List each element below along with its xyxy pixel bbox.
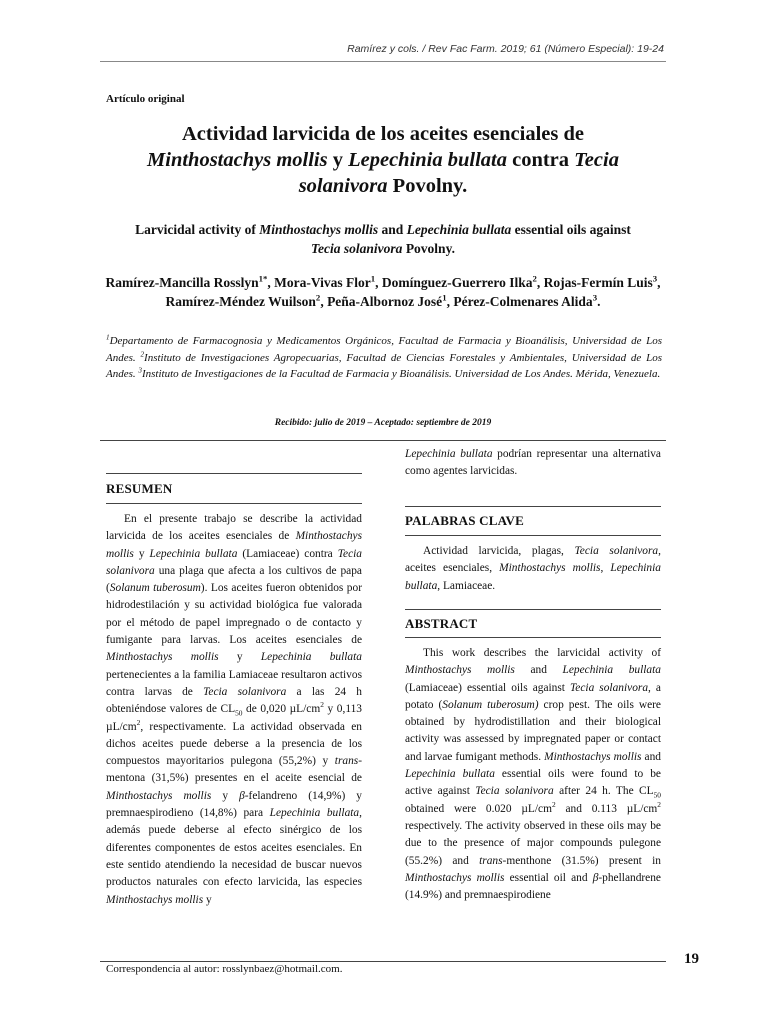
author: Domínguez-Guerrero Ilka [381, 275, 533, 290]
superscript: 2 [136, 717, 141, 727]
text: Actividad larvicida, plagas, [423, 545, 575, 557]
text: podrían representar una alternativa como agentes larvicidas. [405, 448, 661, 478]
palabras-heading: PALABRAS CLAVE [405, 513, 524, 528]
species: Lepechinia bullata [405, 768, 495, 781]
text: obtained were 0.020 µL/cm [405, 802, 552, 815]
resumen-rule-bottom [106, 503, 362, 504]
text: pertenecientes a la familia Lamiaceae resultaron activos contra larvas de [106, 668, 362, 698]
text: una plaga que afecta a los cultivos de papa ( [106, 564, 362, 595]
superscript: 2 [657, 799, 661, 809]
header-rule [100, 61, 666, 62]
text: y [218, 651, 261, 664]
en-title-species-2: Lepechinia bullata [406, 222, 512, 237]
title-species-3b: solanivora [298, 175, 388, 197]
species: Tecia solanivora [574, 545, 659, 557]
title-species-2: Lepechinia bullata [348, 149, 507, 171]
text: and 0.113 µL/cm [555, 802, 658, 815]
species: Tecia solanivora [475, 785, 554, 798]
article-type: Artículo original [106, 93, 185, 105]
en-title-species-3: Tecia solanivora [311, 241, 403, 256]
author: Ramírez-Méndez Wuilson [165, 294, 316, 309]
species: Minthostachys mollis [405, 871, 505, 884]
title-species-3a: Tecia [574, 149, 619, 171]
text: -phellandrene (14.9%) and premnaespirodiene [405, 871, 661, 902]
text: -mentona (31,5%) presentes en el aceite esencial de [106, 755, 362, 785]
italic: β [239, 789, 245, 802]
text: , [600, 562, 611, 575]
species: Minthostachys mollis [106, 893, 204, 906]
author: Ramírez-Mancilla Rosslyn [105, 275, 259, 290]
subscript: 50 [653, 790, 661, 800]
author-aff: 1* [258, 273, 268, 284]
species: Tecia solanivora [106, 547, 362, 577]
title-author: Povolny. [387, 175, 468, 197]
palabras-rule-top [405, 506, 661, 507]
species: Lepechinia bullata [562, 664, 661, 677]
title-line-1: Actividad larvicida de los aceites esenciales de [182, 123, 584, 145]
aff-mark: 2 [140, 349, 145, 358]
text: ). Los aceites fueron obtenidos por hidrodestilación y su actividad biológica fue valorada por el método de papel impregnado o de contacto y fumigante para larvas. Los aceites esenciales de [106, 582, 362, 647]
author-aff: 1 [442, 292, 447, 303]
title-conj: y [327, 149, 349, 171]
author-aff: 1 [370, 273, 376, 284]
italic: β [592, 871, 599, 884]
text: (Lamiaceae) contra [237, 547, 338, 560]
text: , aceites esenciales, [405, 545, 661, 575]
correspondence-note: Correspondencia al autor: rosslynbaez@hotmail.com. [106, 963, 343, 975]
author-aff: 2 [532, 273, 537, 284]
text: (Lamiaceae) essential oils against [405, 681, 570, 694]
text: and [514, 664, 563, 677]
text: This work describes the larvicidal activity of [423, 647, 661, 659]
species: Lepechinia bullata [149, 547, 238, 560]
article-title [100, 121, 666, 199]
text: y [211, 789, 240, 802]
species: Tecia solanivora [570, 681, 649, 694]
author: Rojas-Fermín Luis [543, 275, 653, 290]
text: , además puede deberse al efecto sinérgico de los diferentes componentes de estos aceites esenciales. En este sentido atendiendo la necesidad de buscar nuevos productos naturales con efecto larvicida, las especies [106, 807, 362, 889]
species: Minthostachys mollis [405, 664, 515, 677]
text: En el presente trabajo se describe la actividad larvicida de los aceites esenciales de [106, 513, 362, 543]
species: Tecia solanivora [203, 685, 287, 698]
subscript: 50 [235, 708, 243, 718]
affiliation-2: Instituto de Investigaciones Agropecuarias, Facultad de Ciencias Forestales y Ambientales, Universidad de Los Andes. [106, 351, 663, 380]
species: Lepechinia bullata [269, 807, 360, 820]
species: Lepechinia bullata [405, 562, 661, 592]
palabras-body [405, 543, 661, 595]
species: Solanum tuberosum) [442, 698, 539, 711]
abstract-rule-bottom [405, 637, 661, 638]
resumen-body [106, 511, 362, 909]
species: Minthostachys mollis [106, 789, 212, 802]
footer-rule [100, 961, 666, 962]
text: -felandreno (14,9%) y premnaespirodieno (14,8%) para [106, 789, 362, 820]
species: Minthostachys mollis [544, 750, 642, 763]
text: y 0,113 µL/cm [106, 703, 362, 733]
palabras-rule-bottom [405, 535, 661, 536]
resumen-continued [405, 446, 661, 481]
text: essential oil and [504, 871, 593, 884]
running-header: Ramírez y cols. / Rev Fac Farm. 2019; 61 (Número Especial): 19-24 [347, 43, 664, 55]
species: Lepechinia bullata [405, 448, 493, 460]
text: y [203, 893, 212, 906]
resumen-rule-top [106, 473, 362, 474]
text: , Lamiaceae. [437, 579, 496, 592]
abstract-rule-top [405, 609, 661, 610]
received-dates: Recibido: julio de 2019 – Aceptado: septiembre de 2019 [274, 418, 492, 428]
author: Pérez-Colmenares Alida [453, 294, 593, 309]
text: crop pest. The oils were obtained by hydrodistillation and their biological activity was assessed by impregnated paper or contact and larvae fumigant methods. [405, 698, 661, 763]
superscript: 2 [320, 700, 324, 710]
aff-mark: 1 [106, 333, 110, 342]
text: y [133, 547, 150, 560]
species: Solanum tuberosum [109, 582, 201, 595]
species: Minthostachys mollis [106, 651, 219, 664]
species: Minthostachys mollis [499, 562, 601, 575]
page-number: 19 [684, 951, 699, 967]
en-title-and: and [378, 222, 407, 237]
text: , respectivamente. La actividad observada en dichos aceites puede deberse a la presencia de los compuestos mayoritarios pulegona (55,2%) y [106, 720, 362, 768]
en-title-species-1: Minthostachys mollis [259, 222, 379, 237]
author: Mora-Vivas Flor [274, 275, 371, 290]
abstract-body [405, 645, 661, 904]
italic: trans [479, 854, 503, 867]
section-rule [100, 440, 666, 441]
title-contra: contra [506, 149, 575, 171]
aff-mark: 3 [138, 366, 142, 375]
text: after 24 h. The CL [553, 785, 654, 798]
author-aff: 3 [652, 273, 658, 284]
english-title [100, 220, 666, 258]
title-species-1: Minthostachys mollis [147, 149, 328, 171]
affiliation-1: Departamento de Farmacognosia y Medicamentos Orgánicos, Facultad de Farmacia y Bioanálisis, Universidad de Los Andes. [106, 335, 662, 364]
text: , a potato ( [405, 681, 661, 711]
resumen-heading: RESUMEN [106, 481, 173, 496]
text: -menthone (31.5%) present in [502, 854, 662, 867]
italic: trans [334, 755, 359, 768]
text: and [641, 750, 661, 763]
text: a las 24 h obteniéndose valores de CL [106, 685, 363, 716]
species: Lepechinia bullata [260, 651, 362, 664]
author-aff: 2 [315, 292, 321, 303]
affiliations [106, 333, 662, 383]
author: Peña-Albornoz José [327, 294, 443, 309]
text: respectively. The activity observed in these oils may be due to the presence of major compounds pulegone (55.2%) and [405, 819, 661, 867]
author-list: Ramírez-Mancilla Rosslyn$^{1*}$, Mora-Vivas Flor$^1$, Domínguez-Guerrero Ilka$^2$, Rojas-Fermín Luis$^3$, Ramírez-Méndez Wuilson$^2$, Peña-Albornoz José$^1$, Pérez-Colmenares Alida$^3$. [105, 273, 661, 309]
superscript: 2 [551, 799, 556, 809]
en-title-author: Povolny. [402, 241, 455, 256]
author-aff: 3 [592, 292, 598, 303]
species: Minthostachys mollis [106, 530, 362, 560]
affiliation-3: Instituto de Investigaciones de la Facultad de Farmacia y Bioanálisis. Universidad de Los Andes. Mérida, Venezuela. [141, 368, 661, 380]
text: essential oils were found to be active against [405, 768, 661, 798]
en-title-p1: Larvicidal activity of [135, 222, 260, 237]
en-title-p2: essential oils against [511, 222, 631, 237]
text: de 0,020 µL/cm [242, 703, 321, 716]
abstract-heading: ABSTRACT [405, 616, 478, 631]
